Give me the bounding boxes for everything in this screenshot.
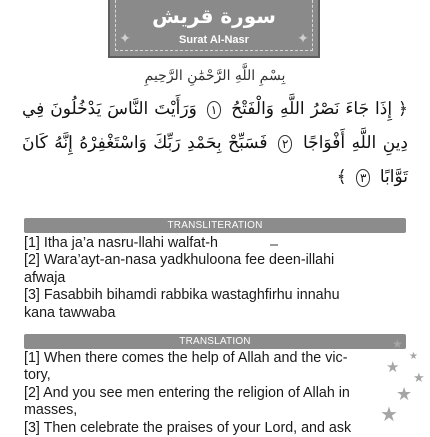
star-icon: ★: [386, 358, 400, 376]
translation-text: [24, 350, 384, 437]
verse-3-text: فَسَبِّحْ بِحَمْدِ رَبِّكَ وَاسْتَغْفِرْهُ إِنَّهُ كَانَ تَوَّابًا: [22, 133, 408, 187]
transliteration-line: afwaja: [24, 269, 66, 286]
verse-1-text: ﴿ إِذَا جَاءَ نَصْرُ اللَّهِ وَالْفَتْحُ: [231, 99, 408, 119]
transliteration-line: [1] Itha ja’a nasru-llahi walfat-h: [24, 235, 218, 251]
surah-title-banner: [108, 0, 320, 58]
translation-line: tory,: [24, 367, 51, 384]
verse-2a-text: وَرَأَيْتَ النَّاسَ يَدْخُلُونَ فِي دِينِ: [22, 99, 408, 153]
translation-line: [1] When there comes the help of Allah and the vic-: [24, 350, 348, 366]
translation-line: [3] Then celebrate the praises of your Lord, and ask: [24, 419, 352, 436]
translation-line: [2] And you see men entering the religion of Allah in: [24, 384, 350, 401]
star-icon: ★: [409, 351, 418, 362]
ornament-left-icon: ✦: [119, 31, 131, 47]
verse-2b-text: اللَّهِ أَفْوَاجًا: [303, 133, 377, 153]
ayah-marker-3: ٣: [356, 169, 370, 187]
basmala: بِسْمِ اللَّهِ الرَّحْمَٰنِ الرَّحِيمِ: [144, 68, 286, 84]
ayah-marker-2: ٢: [278, 135, 292, 153]
arabic-verses: [22, 92, 408, 194]
stray-mark: [270, 244, 278, 246]
surah-arabic-title: سورة قريش: [152, 4, 276, 28]
star-icon: ★: [380, 402, 398, 426]
translation-header: TRANSLATION: [24, 334, 406, 349]
transliteration-header: TRANSLITERATION: [24, 218, 406, 233]
transliteration-line: [3] Fasabbih bihamdi rabbika wastaghfirhu innahu: [24, 287, 340, 304]
ornament-right-icon: ✦: [297, 31, 309, 47]
star-icon: ★: [396, 384, 413, 405]
ayah-marker-1: ١: [207, 101, 221, 119]
star-icon: ★: [392, 337, 403, 351]
verse-end-bracket: ﴾: [336, 167, 347, 187]
transliteration-line: [2] Wara’ayt-an-nasa yadkhuloona fee deen-illahi: [24, 252, 335, 269]
surah-english-title: Surat Al-Nasr: [179, 34, 249, 46]
translation-line: masses,: [24, 402, 78, 419]
star-icon: ★: [413, 371, 425, 386]
transliteration-line: kana tawwaba: [24, 304, 116, 321]
transliteration-text: [24, 235, 410, 322]
